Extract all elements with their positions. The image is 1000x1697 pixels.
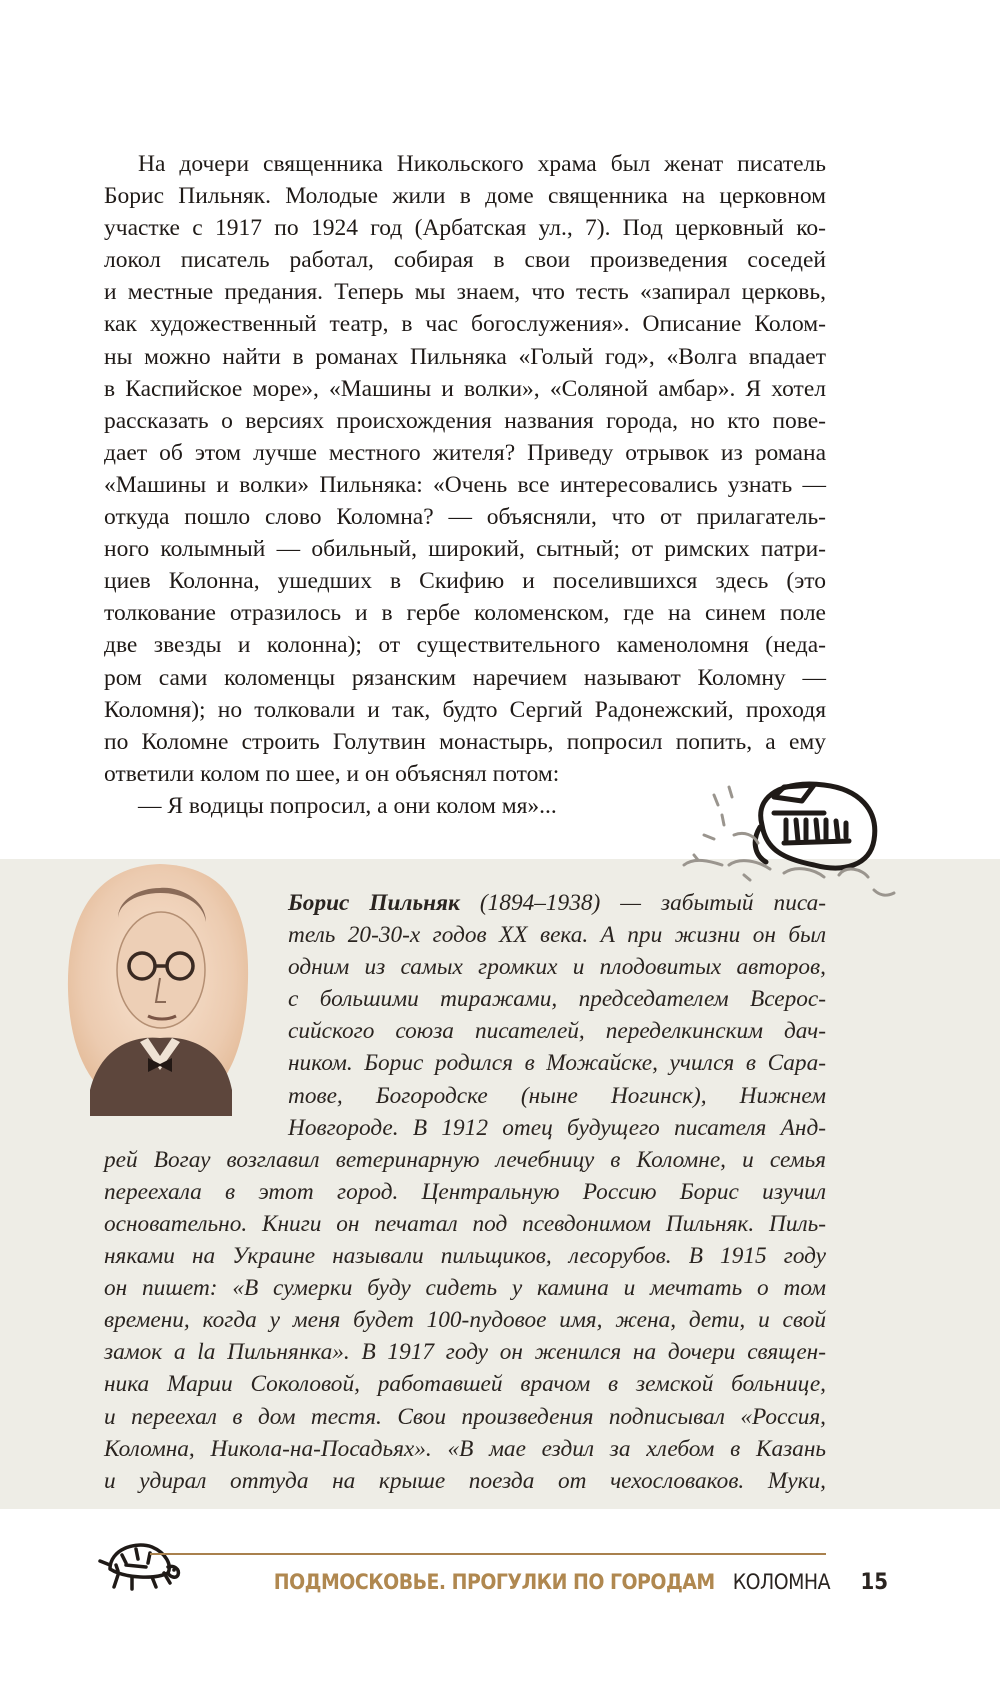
text-line: сийского союза писателей, переделкинским дач-: [288, 1018, 826, 1045]
text-line: «Машины и волки» Пильняка: «Очень все интересовались узнать —: [104, 471, 826, 498]
text-line: [288, 887, 826, 919]
chapter-title: КОЛОМНА: [732, 1570, 830, 1594]
page-footer: [273, 1570, 888, 1610]
text-line: ником. Борис родился в Можайске, учился в Сара-: [288, 1050, 826, 1077]
text-line: в Каспийское море», «Машины и волки», «Соляной амбар». Я хотел: [104, 375, 826, 402]
text-line: толкование отразилось и в гербе коломенском, где на синем поле: [104, 600, 826, 627]
text-line: две звезды и колонна); от существительного каменоломня (неда-: [104, 632, 826, 659]
text-line: рей Вогау возглавил ветеринарную лечебницу в Коломне, и семья: [104, 1146, 826, 1173]
page-number: 15: [860, 1570, 888, 1595]
text-line: дает об этом лучше местного жителя? Приведу отрывок из романа: [104, 439, 826, 466]
text-line: няками на Украине называли пильщиков, лесорубов. В 1915 году: [104, 1243, 826, 1270]
text-line: одним из самых громких и плодовитых авторов,: [288, 954, 826, 981]
text-line: рассказать о версиях происхождения названия города, но кто пове-: [104, 407, 826, 434]
text-line: и удирал оттуда на крыше поезда от чехословаков. Муки,: [104, 1467, 826, 1494]
text-line: Коломна, Никола-на-Посадьях». «В мае ездил за хлебом в Казань: [104, 1435, 826, 1462]
text-line: времени, когда у меня будет 100-пудовое имя, жена, дети, и свой: [104, 1307, 826, 1334]
footer-rule: [150, 1553, 826, 1555]
text-line: и переехал в дом тестя. Свои произведения подписывал «Россия,: [104, 1403, 826, 1430]
text-line: и местные предания. Теперь мы знаем, что тесть «запирал церковь,: [104, 279, 826, 306]
text-line: он пишет: «В сумерки буду сидеть у камина и мечтать о том: [104, 1275, 826, 1302]
text-line: тель 20-30-х годов XX века. А при жизни он был: [288, 922, 826, 949]
text-line: Борис Пильняк. Молодые жили в доме священника на церковном: [104, 183, 826, 210]
text-line: ника Марии Соколовой, работавшей врачом в земской больнице,: [104, 1371, 826, 1398]
text-line: ны можно найти в романах Пильняка «Голый год», «Волга впадает: [104, 343, 826, 370]
turtle-doodle-icon: [96, 1535, 182, 1597]
text-line: Новгороде. В 1912 отец будущего писателя Анд-: [288, 1114, 826, 1141]
text-line: циев Колонна, ушедших в Скифию и поселившихся здесь (это: [104, 568, 826, 595]
text-line: по Коломне строить Голутвин монастырь, попросил попить, а ему: [104, 728, 826, 755]
text-line: основательно. Книги он печатал под псевдонимом Пильняк. Пиль-: [104, 1210, 826, 1237]
text-line-rest: (1894–1938) — забытый писа-: [459, 890, 826, 916]
text-line: с большими тиражами, председателем Всерос-: [288, 986, 826, 1013]
text-line: тове, Богородске (ныне Ногинск), Нижнем: [288, 1082, 826, 1109]
biography-text: [104, 887, 826, 1497]
text-line: Коломня); но толковали и так, будто Сергий Радонежский, проходя: [104, 696, 826, 723]
text-line: переехала в этот город. Центральную Россию Борис изучил: [104, 1178, 826, 1205]
author-name: Борис Пильняк: [288, 890, 460, 916]
text-line: ответили колом по шее, и он объяснял потом:: [104, 760, 560, 787]
series-title: ПОДМОСКОВЬЕ. ПРОГУЛКИ ПО ГОРОДАМ: [273, 1570, 715, 1594]
main-text: [104, 148, 826, 822]
text-line: — Я водицы попросил, а они колом мя»...: [138, 792, 557, 819]
text-line: как художественный театр, в час богослужения». Описание Колом-: [104, 311, 826, 338]
text-line: участке с 1917 по 1924 год (Арбатская ул., 7). Под церковный ко-: [104, 215, 826, 242]
text-line: ром сами коломенцы рязанским наречием называют Коломну —: [104, 664, 826, 691]
text-line: ного колымный — обильный, широкий, сытный; от римских патри-: [104, 536, 826, 563]
text-line: откуда пошло слово Коломна? — объясняли, что от прилагатель-: [104, 504, 826, 531]
text-line: На дочери священника Никольского храма был женат писатель: [138, 151, 826, 177]
text-line: локол писатель работал, собирая в свои произведения соседей: [104, 247, 826, 274]
text-line: замок a la Пильнянка». В 1917 году он женился на дочери священ-: [104, 1339, 826, 1366]
